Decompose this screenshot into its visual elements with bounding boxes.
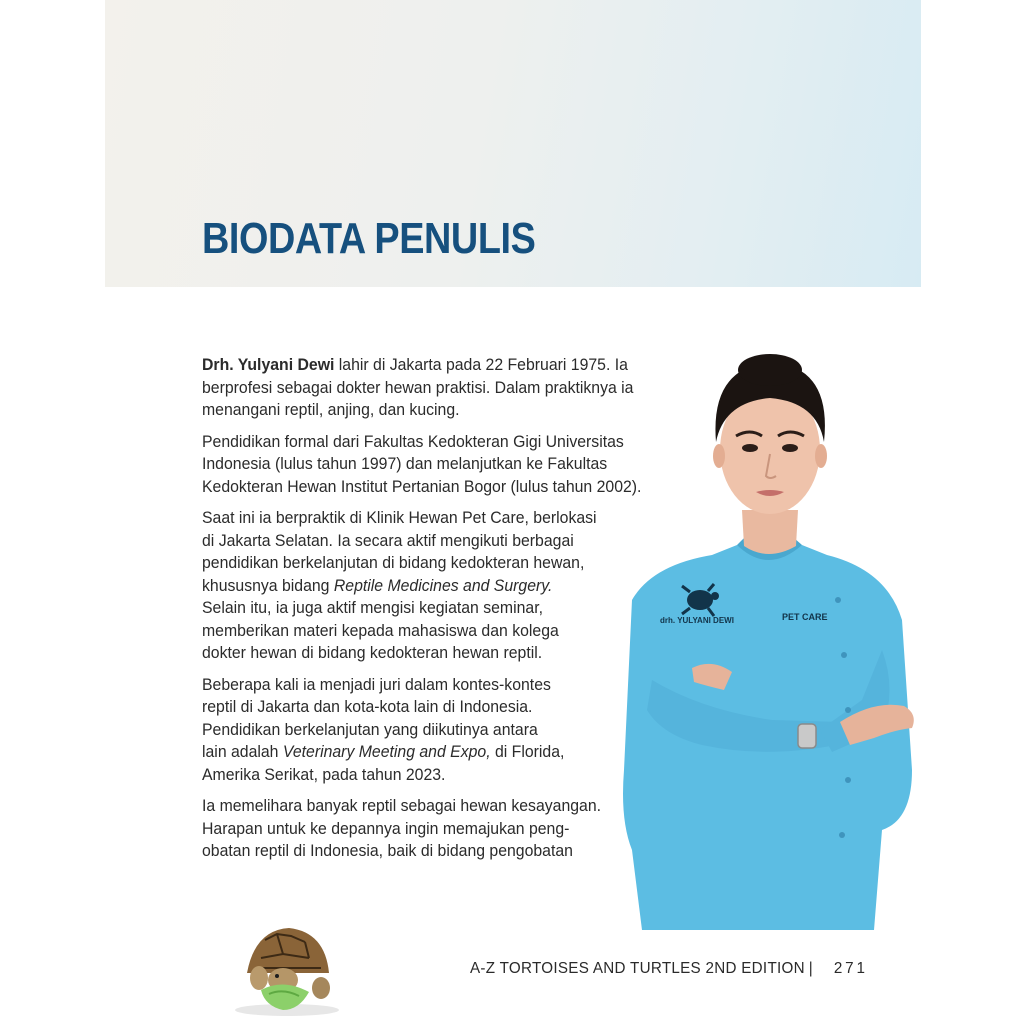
bio-line: Saat ini ia berpraktik di Klinik Hewan Pet Care, berlokasi (202, 508, 597, 527)
badge-clinic: PET CARE (782, 612, 828, 622)
bio-line: reptil di Jakarta dan kota-kota lain di Indonesia. (202, 697, 533, 716)
bio-line: Pendidikan berkelanjutan yang diikutinya antara (202, 719, 538, 739)
bio-line: dokter hewan di bidang kedokteran hewan reptil. (202, 643, 543, 662)
badge-name: drh. YULYANI DEWI (660, 616, 734, 625)
page-number: 271 (833, 960, 868, 977)
author-name: Drh. Yulyani Dewi (202, 355, 335, 374)
italic-term: Veterinary Meeting and Expo, (282, 742, 491, 761)
bio-paragraph-2 (202, 431, 641, 499)
bio-paragraph-1 (202, 354, 641, 422)
book-title: A-Z TORTOISES AND TURTLES 2ND EDITION (470, 960, 805, 977)
bio-line: Amerika Serikat, pada tahun 2023. (202, 764, 446, 784)
footer-separator: | (808, 960, 813, 977)
bio-line: Kedokteran Hewan Institut Pertanian Bogor (lulus tahun 2002). (202, 476, 642, 496)
tortoise-illustration-icon (225, 918, 345, 1018)
bio-paragraph-4 (202, 674, 641, 787)
bio-line: Ia memelihara banyak reptil sebagai hewan kesayangan. (202, 796, 602, 815)
bio-line: Selain itu, ia juga aktif mengisi kegiatan seminar, (202, 598, 543, 617)
page-title: BIODATA PENULIS (202, 214, 536, 263)
bio-line: Drh. Yulyani Dewi lahir di Jakarta pada 22 Februari 1975. Ia (202, 355, 628, 374)
bio-line: memberikan materi kepada mahasiswa dan kolega (202, 620, 559, 640)
bio-line: menangani reptil, anjing, dan kucing. (202, 400, 460, 419)
italic-term: Reptile Medicines and Surgery. (333, 575, 553, 595)
bio-line: di Jakarta Selatan. Ia secara aktif mengikuti berbagai (202, 530, 574, 550)
bio-line: berprofesi sebagai dokter hewan praktisi. Dalam praktiknya ia (202, 377, 634, 397)
bio-line: Indonesia (lulus tahun 1997) dan melanjutkan ke Fakultas (202, 454, 608, 473)
author-portrait (612, 350, 924, 930)
bio-line: Harapan untuk ke depannya ingin memajukan peng- (202, 818, 570, 838)
bio-paragraph-3 (202, 507, 641, 665)
page-footer (470, 960, 868, 978)
bio-line: Beberapa kali ia menjadi juri dalam kontes-kontes (202, 674, 551, 694)
bio-line: lain adalah Veterinary Meeting and Expo, di Florida, (202, 742, 565, 761)
bio-line: obatan reptil di Indonesia, baik di bidang pengobatan (202, 841, 573, 860)
biography-text (202, 354, 641, 872)
bio-line: Pendidikan formal dari Fakultas Kedokteran Gigi Universitas (202, 431, 624, 451)
bio-line: pendidikan berkelanjutan di bidang kedokteran hewan, (202, 553, 585, 572)
bio-paragraph-5 (202, 795, 641, 863)
bio-line: khususnya bidang Reptile Medicines and Surgery. (202, 575, 553, 595)
